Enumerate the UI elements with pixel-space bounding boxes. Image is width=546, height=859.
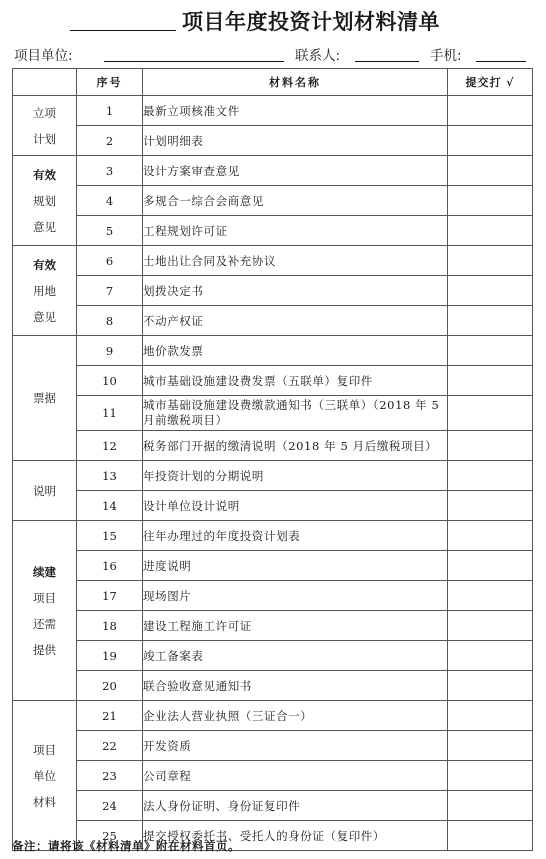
submit-check-cell[interactable] <box>448 216 533 246</box>
table-row <box>13 581 533 611</box>
item-number: 7 <box>77 276 143 306</box>
item-number: 10 <box>77 366 143 396</box>
submit-check-cell[interactable] <box>448 396 533 431</box>
item-number: 18 <box>77 611 143 641</box>
submit-check-cell[interactable] <box>448 156 533 186</box>
submit-check-cell[interactable] <box>448 761 533 791</box>
title-blank-line <box>70 30 176 31</box>
item-number: 12 <box>77 431 143 461</box>
submit-check-cell[interactable] <box>448 366 533 396</box>
unit-field[interactable] <box>104 61 284 62</box>
item-name: 地价款发票 <box>143 336 448 366</box>
submit-check-cell[interactable] <box>448 306 533 336</box>
submit-check-cell[interactable] <box>448 521 533 551</box>
item-name: 进度说明 <box>143 551 448 581</box>
item-number: 3 <box>77 156 143 186</box>
item-number: 24 <box>77 791 143 821</box>
item-number: 4 <box>77 186 143 216</box>
item-number: 1 <box>77 96 143 126</box>
item-number: 6 <box>77 246 143 276</box>
item-name: 往年办理过的年度投资计划表 <box>143 521 448 551</box>
submit-check-cell[interactable] <box>448 701 533 731</box>
table-row <box>13 761 533 791</box>
submit-check-cell[interactable] <box>448 126 533 156</box>
footnote: 备注：请将该《材料清单》附在材料首页。 <box>12 839 240 853</box>
item-name: 划拨决定书 <box>143 276 448 306</box>
table-row <box>13 611 533 641</box>
category-cell <box>13 96 77 156</box>
submit-check-cell[interactable] <box>448 96 533 126</box>
item-name: 现场图片 <box>143 581 448 611</box>
category-cell <box>13 701 77 851</box>
item-name: 联合验收意见通知书 <box>143 671 448 701</box>
table-row <box>13 521 533 551</box>
category-cell <box>13 336 77 461</box>
table-row <box>13 671 533 701</box>
info-row <box>0 44 546 66</box>
table-row <box>13 366 533 396</box>
table-row <box>13 336 533 366</box>
item-name: 提交授权委托书、受托人的身份证（复印件） <box>143 821 448 851</box>
category-cell <box>13 521 77 701</box>
item-name: 计划明细表 <box>143 126 448 156</box>
item-number: 2 <box>77 126 143 156</box>
item-name: 设计方案审查意见 <box>143 156 448 186</box>
item-name: 土地出让合同及补充协议 <box>143 246 448 276</box>
header-number: 序号 <box>77 69 143 96</box>
table-row <box>13 431 533 461</box>
item-number: 22 <box>77 731 143 761</box>
submit-check-cell[interactable] <box>448 276 533 306</box>
submit-check-cell[interactable] <box>448 336 533 366</box>
table-row <box>13 156 533 186</box>
submit-check-cell[interactable] <box>448 641 533 671</box>
header-material-name: 材料名称 <box>143 69 448 96</box>
submit-check-cell[interactable] <box>448 491 533 521</box>
header-category <box>13 69 77 96</box>
submit-check-cell[interactable] <box>448 581 533 611</box>
submit-check-cell[interactable] <box>448 186 533 216</box>
category-label: 计划 <box>33 131 56 146</box>
table-row <box>13 491 533 521</box>
category-cell <box>13 156 77 246</box>
table-row <box>13 641 533 671</box>
item-number: 19 <box>77 641 143 671</box>
submit-check-cell[interactable] <box>448 731 533 761</box>
page-title: 项目年度投资计划材料清单 <box>182 10 440 34</box>
table-row <box>13 186 533 216</box>
category-cell <box>13 246 77 336</box>
category-label: 规划 <box>33 193 56 208</box>
item-name: 城市基础设施建设费发票（五联单）复印件 <box>143 366 448 396</box>
submit-check-cell[interactable] <box>448 821 533 851</box>
submit-check-cell[interactable] <box>448 246 533 276</box>
item-number: 9 <box>77 336 143 366</box>
materials-table <box>12 68 533 851</box>
table-row <box>13 96 533 126</box>
contact-field[interactable] <box>355 61 419 62</box>
item-number: 8 <box>77 306 143 336</box>
category-label: 用地 <box>33 283 56 298</box>
header-submit-check: 提交打 √ <box>448 69 533 96</box>
item-name: 设计单位设计说明 <box>143 491 448 521</box>
item-name: 城市基础设施建设费缴款通知书（三联单）（2018 年 5 月前缴税项目） <box>143 396 448 431</box>
item-name: 税务部门开据的缴清说明（2018 年 5 月后缴税项目） <box>143 431 448 461</box>
category-label: 续建 <box>33 564 56 579</box>
item-number: 21 <box>77 701 143 731</box>
category-label: 项目 <box>33 590 56 605</box>
item-name: 多规合一综合会商意见 <box>143 186 448 216</box>
category-label: 意见 <box>33 219 56 234</box>
item-number: 11 <box>77 396 143 431</box>
item-name: 建设工程施工许可证 <box>143 611 448 641</box>
submit-check-cell[interactable] <box>448 461 533 491</box>
item-number: 16 <box>77 551 143 581</box>
category-label: 意见 <box>33 309 56 324</box>
table-row <box>13 246 533 276</box>
item-name: 年投资计划的分期说明 <box>143 461 448 491</box>
item-name: 竣工备案表 <box>143 641 448 671</box>
table-row <box>13 551 533 581</box>
table-row <box>13 731 533 761</box>
table-row <box>13 791 533 821</box>
item-name: 最新立项核准文件 <box>143 96 448 126</box>
category-label: 材料 <box>33 794 56 809</box>
table-row <box>13 306 533 336</box>
item-name: 开发资质 <box>143 731 448 761</box>
table-row <box>13 396 533 431</box>
item-number: 23 <box>77 761 143 791</box>
item-number: 17 <box>77 581 143 611</box>
unit-label: 项目单位: <box>14 48 73 64</box>
item-number: 15 <box>77 521 143 551</box>
category-cell <box>13 461 77 521</box>
table-row <box>13 701 533 731</box>
submit-check-cell[interactable] <box>448 431 533 461</box>
item-name: 工程规划许可证 <box>143 216 448 246</box>
submit-check-cell[interactable] <box>448 611 533 641</box>
category-label: 立项 <box>33 105 56 120</box>
item-number: 13 <box>77 461 143 491</box>
submit-check-cell[interactable] <box>448 551 533 581</box>
item-name: 法人身份证明、身份证复印件 <box>143 791 448 821</box>
table-row <box>13 126 533 156</box>
category-label: 说明 <box>33 483 56 498</box>
phone-field[interactable] <box>476 61 526 62</box>
category-label: 单位 <box>33 768 56 783</box>
phone-label: 手机: <box>430 48 462 64</box>
item-name: 企业法人营业执照（三证合一） <box>143 701 448 731</box>
category-label: 票据 <box>33 391 56 405</box>
category-label: 有效 <box>33 257 56 272</box>
submit-check-cell[interactable] <box>448 671 533 701</box>
table-row <box>13 461 533 491</box>
table-header-row <box>13 69 533 96</box>
item-number: 20 <box>77 671 143 701</box>
title-row <box>0 6 546 34</box>
table-body <box>13 96 533 851</box>
item-number: 5 <box>77 216 143 246</box>
table-row <box>13 216 533 246</box>
item-number: 25 <box>77 821 143 851</box>
item-name: 不动产权证 <box>143 306 448 336</box>
category-label: 项目 <box>33 742 56 757</box>
category-label: 还需 <box>33 616 56 631</box>
submit-check-cell[interactable] <box>448 791 533 821</box>
table-row <box>13 276 533 306</box>
category-label: 提供 <box>33 642 56 657</box>
category-label: 有效 <box>33 167 56 182</box>
item-number: 14 <box>77 491 143 521</box>
contact-label: 联系人: <box>295 48 341 64</box>
item-name: 公司章程 <box>143 761 448 791</box>
